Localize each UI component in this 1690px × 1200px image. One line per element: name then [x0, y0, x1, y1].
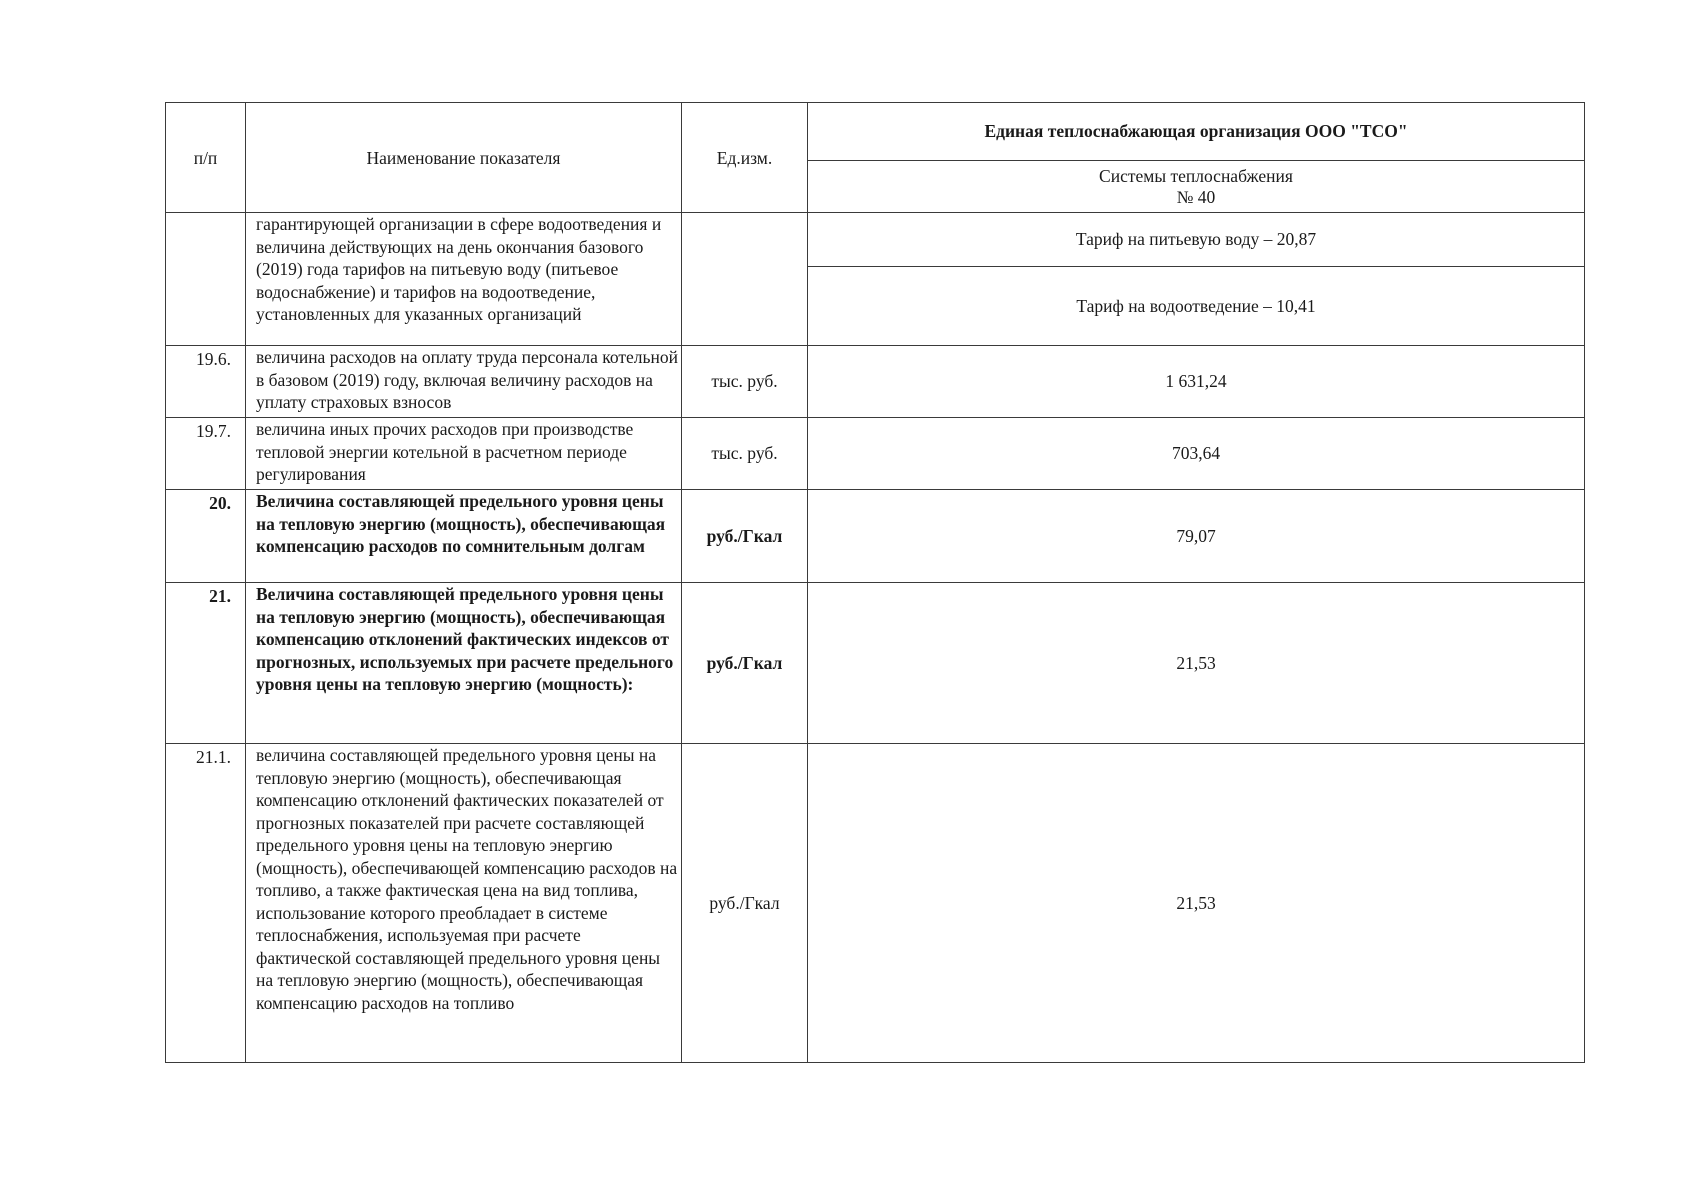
header-system	[808, 161, 1585, 213]
cell-unit: тыс. руб.	[682, 346, 808, 418]
cell-num: 21.	[166, 583, 246, 744]
cell-name: Величина составляющей предельного уровня цены на тепловую энергию (мощность), обеспечивающая компенсацию расходов по сомнительным долгам	[246, 490, 682, 583]
header-system-line1: Системы теплоснабжения	[1099, 165, 1293, 186]
table-row	[166, 744, 1585, 1063]
table-row	[166, 418, 1585, 490]
cell-value-sewage-tariff: Тариф на водоотведение – 10,41	[808, 267, 1585, 346]
cell-unit: руб./Гкал	[682, 490, 808, 583]
cell-value: 703,64	[808, 418, 1585, 490]
table-row	[166, 490, 1585, 583]
header-organization: Единая теплоснабжающая организация ООО "ТСО"	[808, 103, 1585, 161]
header-unit: Ед.изм.	[682, 103, 808, 213]
cell-num: 21.1.	[166, 744, 246, 1063]
cell-name: величина расходов на оплату труда персонала котельной в базовом (2019) году, включая величину расходов на уплату страховых взносов	[246, 346, 682, 418]
table-row	[166, 346, 1585, 418]
cell-name: величина составляющей предельного уровня цены на тепловую энергию (мощность), обеспечивающая компенсацию отклонений фактических показателей от прогнозных показателей при расчете составляющей предельного уровня цены на тепловую энергию (мощность), обеспечивающей компенсацию расходов на топливо, а также фактическая цена на вид топлива, использование которого преобладает в системе теплоснабжения, используемая при расчете фактической составляющей предельного уровня цены на тепловую энергию (мощность), обеспечивающая компенсацию расходов на топливо	[246, 744, 682, 1063]
indicator-table	[165, 102, 1585, 1063]
cell-num: 20.	[166, 490, 246, 583]
cell-value: 1 631,24	[808, 346, 1585, 418]
header-system-line2: № 40	[1176, 186, 1216, 207]
table-row	[166, 583, 1585, 744]
table-header-row	[166, 103, 1585, 161]
cell-unit: руб./Гкал	[682, 583, 808, 744]
header-num: п/п	[166, 103, 246, 213]
cell-name: Величина составляющей предельного уровня цены на тепловую энергию (мощность), обеспечивающая компенсацию отклонений фактических индексов от прогнозных, используемых при расчете предельного уровня цены на тепловую энергию (мощность):	[246, 583, 682, 744]
cell-value: 21,53	[808, 744, 1585, 1063]
cell-unit: тыс. руб.	[682, 418, 808, 490]
cell-unit	[682, 213, 808, 346]
header-name: Наименование показателя	[246, 103, 682, 213]
cell-unit: руб./Гкал	[682, 744, 808, 1063]
cell-value: 21,53	[808, 583, 1585, 744]
document-sheet	[165, 102, 1585, 1063]
cell-value: 79,07	[808, 490, 1585, 583]
cell-value-water-tariff: Тариф на питьевую воду – 20,87	[808, 213, 1585, 267]
cell-num	[166, 213, 246, 346]
table-row	[166, 213, 1585, 267]
cell-num: 19.6.	[166, 346, 246, 418]
cell-num: 19.7.	[166, 418, 246, 490]
cell-name: величина иных прочих расходов при производстве тепловой энергии котельной в расчетном периоде регулирования	[246, 418, 682, 490]
cell-name: гарантирующей организации в сфере водоотведения и величина действующих на день окончания базового (2019) года тарифов на питьевую воду (питьевое водоснабжение) и тарифов на водоотведение, установленных для указанных организаций	[246, 213, 682, 346]
